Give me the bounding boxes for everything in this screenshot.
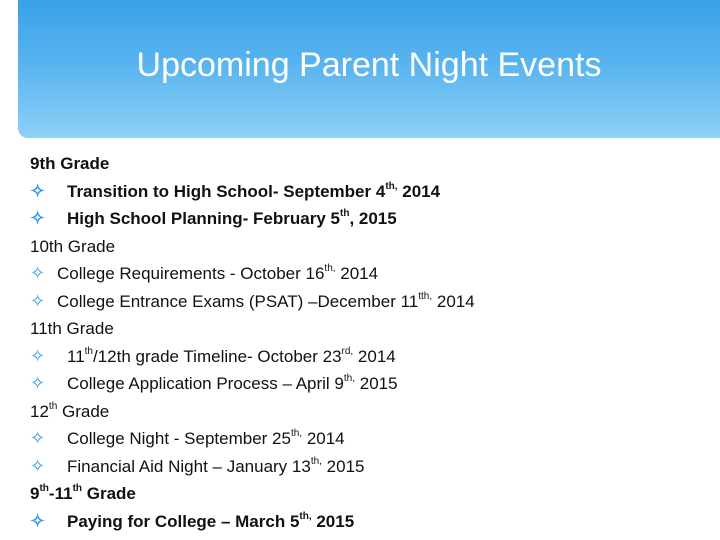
item-year: 2014	[353, 346, 396, 366]
item-year: 2014	[335, 264, 379, 283]
group-heading-text: 10th Grade	[30, 236, 116, 256]
star-bullet-icon: ✧	[30, 208, 46, 228]
group-heading-number: 9	[30, 484, 40, 503]
item-prefix: 11	[67, 346, 85, 366]
item-year: 2015	[311, 511, 355, 531]
group-heading-9th-11th-grade	[30, 480, 710, 508]
star-bullet-icon: ✧	[30, 290, 46, 311]
item-suffix: th,	[310, 455, 322, 467]
list-item	[30, 508, 710, 536]
group-heading-text: Grade	[82, 484, 136, 503]
list-item	[30, 453, 710, 481]
item-text: Financial Aid Night – January 13	[67, 456, 311, 476]
item-suffix: th	[339, 208, 350, 219]
item-text: /12th grade Timeline- October 23	[93, 346, 342, 366]
star-bullet-icon: ✧	[30, 510, 46, 531]
star-bullet-icon: ✧	[30, 373, 46, 393]
item-prefix-suffix: th	[84, 345, 93, 357]
list-item	[30, 425, 710, 453]
star-bullet-icon: ✧	[30, 428, 46, 448]
item-suffix: th,	[343, 373, 356, 384]
list-item	[30, 343, 710, 371]
item-year: 2015	[355, 374, 398, 393]
group-heading-11th-grade	[30, 315, 710, 343]
star-bullet-icon: ✧	[30, 345, 46, 366]
group-heading-12th-grade	[30, 398, 710, 426]
item-text: College Night - September 25	[67, 429, 291, 448]
item-suffix: tth,	[418, 290, 433, 302]
item-year: , 2015	[349, 209, 397, 228]
item-year: 2015	[321, 456, 365, 476]
group-heading-suffix-2: th	[72, 483, 83, 494]
group-heading-text: 11th Grade	[30, 319, 114, 338]
group-heading-text: Grade	[57, 401, 110, 421]
item-text: College Requirements - October 16	[57, 264, 325, 283]
item-year: 2014	[397, 181, 441, 201]
group-heading-9th-grade	[30, 150, 710, 178]
group-heading-number: 12	[30, 401, 49, 421]
star-bullet-icon: ✧	[30, 263, 46, 283]
slide-title: Upcoming Parent Night Events	[136, 46, 602, 84]
item-text: Paying for College – March 5	[67, 511, 300, 531]
item-year: 2014	[302, 429, 345, 448]
item-suffix: th,	[324, 263, 336, 274]
list-item	[30, 205, 710, 233]
list-item	[30, 178, 710, 206]
group-heading-text: 9th Grade	[30, 154, 110, 173]
item-text: College Entrance Exams (PSAT) –December 11	[57, 291, 419, 311]
list-item	[30, 370, 710, 398]
item-suffix: th,	[385, 180, 398, 192]
group-heading-10th-grade	[30, 233, 710, 261]
item-text: College Application Process – April 9	[67, 374, 344, 393]
star-bullet-icon: ✧	[30, 180, 46, 201]
list-item	[30, 288, 710, 316]
item-text: Transition to High School- September 4	[67, 181, 386, 201]
group-heading-range: -11	[48, 484, 73, 503]
star-bullet-icon: ✧	[30, 455, 46, 476]
item-suffix: rd,	[341, 345, 354, 357]
item-text: High School Planning- February 5	[67, 209, 340, 228]
item-suffix: th,	[290, 428, 303, 439]
item-suffix: th,	[299, 510, 312, 522]
item-year: 2014	[432, 291, 475, 311]
group-heading-suffix: th	[39, 483, 49, 494]
event-list	[30, 150, 710, 535]
group-heading-suffix: th	[48, 400, 58, 412]
list-item	[30, 260, 710, 288]
